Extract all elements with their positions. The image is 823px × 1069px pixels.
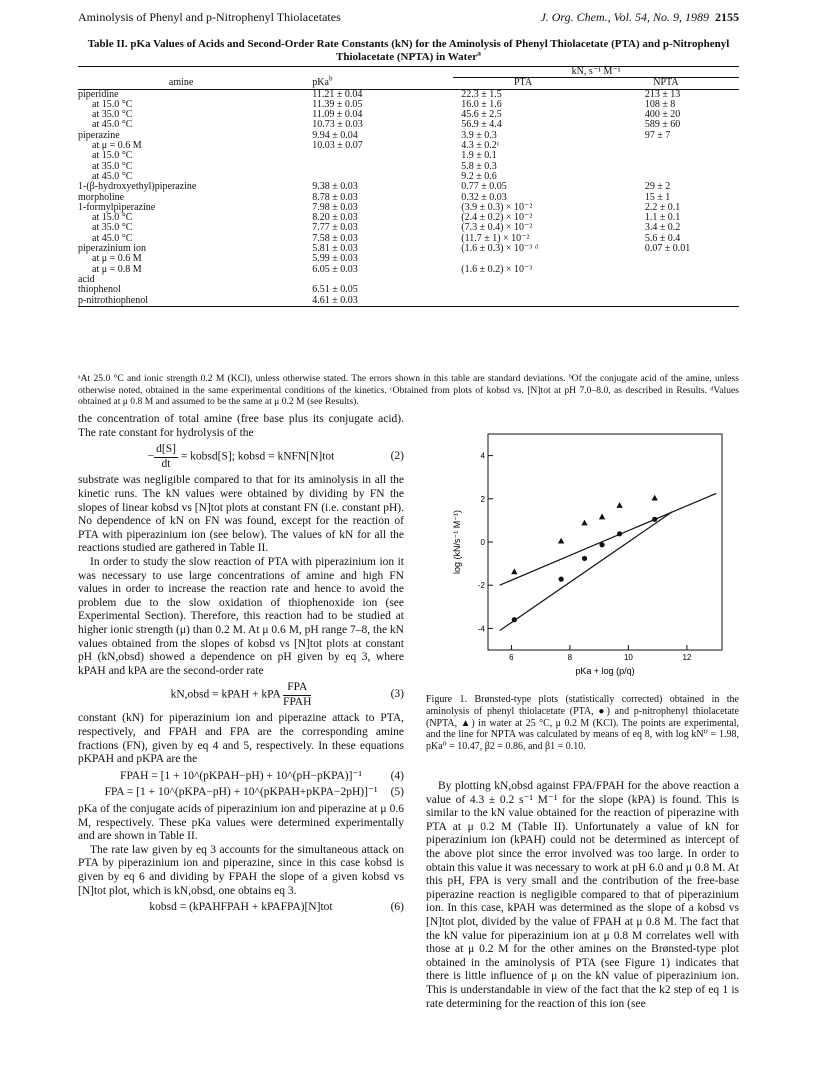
col-header-pka: [284, 74, 453, 89]
y-tick-label: -4: [477, 624, 485, 634]
cell-npta: 1.1 ± 0.1: [644, 212, 681, 224]
eq3-numerator: FPA: [283, 681, 311, 696]
col-header-pta: PTA: [513, 77, 533, 89]
point-pta: [652, 517, 657, 522]
table-row: [78, 265, 739, 275]
table-caption: [78, 38, 739, 64]
cell-npta: [593, 275, 739, 285]
cell-amine: acid: [78, 273, 95, 285]
eq2-number: (2): [390, 450, 404, 463]
cell-amine: at 15.0 °C: [92, 98, 133, 110]
cell-pka: 9.94 ± 0.04: [312, 129, 358, 141]
running-title: Aminolysis of Phenyl and p-Nitrophenyl Thiolacetates: [78, 10, 341, 24]
paragraph: In order to study the slow reaction of PTA with piperazinium ion it was necessary to use large concentrations of amine and high FN values in order to increase the reaction rate and hence to avoid the problem due to the slow oxidation of thiophenoxide ion (see Experimental Section). Therefore, this reaction had to be studied at higher ionic strength (μ) than 0.2 M. At μ 0.6 M, pH range 7–8, the kN values obtained from the slopes of kobsd vs [N]tot plots at constant pH (kN,obsd) showed a dependence on pH given by eq 3, where kPAH and kPA are the second-order rate: [78, 555, 404, 677]
cell-pta: 3.9 ± 0.3: [461, 129, 497, 141]
table-row: [78, 296, 739, 307]
point-npta: [599, 514, 605, 520]
cell-pka: [284, 162, 453, 172]
cell-npta: 213 ± 13: [644, 88, 681, 100]
cell-amine: at 35.0 °C: [92, 222, 133, 234]
table-row: [78, 89, 739, 100]
figure-caption: Figure 1. Brønsted-type plots (statistically corrected) obtained in the aminolysis of phenyl thiolacetate (PTA, ●) and p-nitrophenyl thiolacetate (NPTA, ▲) in water at 25 °C, μ 0.2 M (KCl). The points are experimental, and the line for NPTA was calculated by means of eq 8, with log kN⁰ = 1.98, pKa⁰ = 10.47, β2 = 0.86, and β1 = 0.10.: [426, 694, 739, 753]
x-axis-label: pKa + log (p/q): [575, 666, 635, 676]
cell-npta: [593, 254, 739, 264]
page-number: 2155: [715, 10, 739, 24]
cell-pta: 1.9 ± 0.1: [461, 150, 497, 162]
cell-pka: [284, 275, 453, 285]
table-row: [78, 234, 739, 244]
table-row: [78, 203, 739, 213]
equation-5: [78, 786, 404, 800]
table-row: [78, 244, 739, 254]
cell-pka: 7.98 ± 0.03: [312, 201, 358, 213]
cell-amine: at 15.0 °C: [92, 150, 133, 162]
cell-amine: at 35.0 °C: [92, 109, 133, 121]
cell-pta: 0.77 ± 0.05: [461, 181, 507, 193]
col-header-amine: amine: [168, 76, 194, 88]
cell-pka: 10.03 ± 0.07: [312, 140, 363, 152]
table-row: [78, 182, 739, 192]
group-header-kn: kN, s⁻¹ M⁻¹: [453, 67, 739, 78]
point-pta: [599, 542, 604, 547]
table-row: [78, 254, 739, 264]
table-row: [78, 110, 739, 120]
cell-amine: at μ = 0.6 M: [92, 140, 142, 152]
x-tick-label: 8: [567, 653, 573, 662]
col-header-pka-note: b: [328, 74, 333, 83]
cell-pka: 5.81 ± 0.03: [312, 243, 358, 255]
plot-border: [488, 434, 722, 650]
data-points: [511, 495, 658, 623]
cell-npta: [593, 296, 739, 307]
y-tick-label: 0: [480, 538, 485, 547]
cell-amine: p-nitrothiophenol: [78, 294, 148, 306]
eq4-number: (4): [390, 769, 404, 782]
table-header-row: [78, 78, 739, 89]
right-column: [426, 780, 739, 1011]
equation-6: [78, 901, 404, 915]
cell-amine: piperidine: [78, 88, 119, 100]
cell-pka: 4.61 ± 0.03: [312, 294, 358, 306]
y-tick-label: 4: [480, 451, 485, 461]
col-header-npta: NPTA: [653, 77, 679, 89]
eq5-number: (5): [390, 786, 404, 799]
table-footnotes: ᵃAt 25.0 °C and ionic strength 0.2 M (KCl), unless otherwise stated. The errors shown in this table are standard deviations. ᵇOf the conjugate acid of the amine, unless otherwise noted, obtained in the same experimental conditions of the kinetics. ᶜObtained from plots of kobsd vs. [N]tot at pH 7.0–8.0, as described in Results. ᵈValues obtained at μ 0.8 M and assumed to be the same at μ 0.2 M (see Results).: [78, 373, 739, 407]
plot-frame: [488, 434, 722, 650]
citation-text: J. Org. Chem., Vol. 54, No. 9, 1989: [540, 10, 709, 24]
cell-pta: (7.3 ± 0.4) × 10⁻²: [461, 222, 533, 234]
point-pta: [617, 531, 622, 536]
cell-pta: 56.9 ± 4.4: [461, 119, 502, 131]
cell-pta: 9.2 ± 0.6: [461, 170, 497, 182]
cell-pta: 4.3 ± 0.2ᶜ: [461, 140, 500, 152]
cell-npta: 589 ± 60: [644, 119, 681, 131]
bronsted-plot: [430, 420, 735, 690]
cell-pka: 11.39 ± 0.05: [312, 98, 363, 110]
cell-pta: (3.9 ± 0.3) × 10⁻²: [461, 201, 533, 213]
cell-pka: [284, 151, 453, 161]
cell-pka: 8.20 ± 0.03: [312, 212, 358, 224]
cell-amine: at 45.0 °C: [92, 170, 133, 182]
cell-pka: 11.09 ± 0.04: [312, 109, 363, 121]
table-row: [78, 120, 739, 130]
table-row: [78, 193, 739, 203]
eq4-text: FPAH = [1 + 10^(pKPAH−pH) + 10^(pH−pKPA)]⁻¹: [120, 769, 362, 782]
eq2-denominator: dt: [161, 457, 171, 470]
eq3-lhs: kN,obsd = kPAH + kPA: [170, 689, 281, 702]
cell-amine: 1-(β-hydroxyethyl)piperazine: [78, 181, 197, 193]
journal-citation: [540, 10, 739, 25]
eq5-text: FPA = [1 + 10^(pKPA−pH) + 10^(pKPAH+pKPA−2pH)]⁻¹: [104, 786, 378, 799]
point-npta: [616, 502, 622, 508]
cell-pka: 7.58 ± 0.03: [312, 232, 358, 244]
cell-npta: 2.2 ± 0.1: [644, 201, 681, 213]
paragraph: substrate was negligible compared to that for its aminolysis in all the kinetic runs. The kN values were obtained by dividing by FN the slopes of linear kobsd vs [N]tot plots at constant FN (i.e. constant pH). No dependence of kN on FN was found, except for the reaction of PTA with piperazinium ion (see below). The values of kN for all the reactions studied are gathered in Table II.: [78, 474, 404, 555]
cell-pta: (1.6 ± 0.3) × 10⁻³ ᵈ: [461, 243, 538, 255]
eq6-number: (6): [390, 901, 404, 914]
cell-amine: thiophenol: [78, 284, 121, 296]
cell-pta: [453, 296, 593, 307]
point-npta: [511, 568, 517, 574]
cell-pka: 11.21 ± 0.04: [312, 88, 363, 100]
cell-amine: at μ = 0.6 M: [92, 253, 142, 265]
table-row: [78, 275, 739, 285]
table-caption-note: a: [477, 48, 481, 58]
cell-npta: 0.07 ± 0.01: [644, 243, 691, 255]
cell-pka: 6.05 ± 0.03: [312, 263, 358, 275]
table-row: [78, 213, 739, 223]
cell-npta: 400 ± 20: [644, 109, 681, 121]
equation-2: − $\frac{d[S]}{dt}$ = kobsd[S]; kobsd = kNFN[N]tot (2): [147, 443, 404, 470]
cell-npta: [593, 151, 739, 161]
cell-pta: 5.8 ± 0.3: [461, 160, 497, 172]
x-tick-label: 12: [682, 653, 692, 662]
cell-npta: 108 ± 8: [644, 98, 676, 110]
table-row: [78, 131, 739, 141]
cell-npta: [593, 265, 739, 275]
cell-pta: [453, 285, 593, 295]
cell-pka: 9.38 ± 0.03: [312, 181, 358, 193]
table-row: [78, 162, 739, 172]
y-axis-label: log (kN/s⁻¹ M⁻¹): [452, 510, 462, 574]
cell-pta: (11.7 ± 1) × 10⁻²: [461, 232, 530, 244]
point-pta: [512, 617, 517, 622]
cell-pta: 45.6 ± 2.5: [461, 109, 502, 121]
table-row: [78, 151, 739, 161]
cell-pta: [453, 275, 593, 285]
eq3-denominator: FPAH: [283, 695, 312, 708]
cell-npta: 15 ± 1: [644, 191, 671, 203]
cell-amine: at 35.0 °C: [92, 160, 133, 172]
table-row: [78, 223, 739, 233]
cell-npta: [593, 141, 739, 151]
cell-pka: 5.99 ± 0.03: [312, 253, 358, 265]
cell-amine: morpholine: [78, 191, 125, 203]
point-npta: [581, 520, 587, 526]
point-npta: [652, 495, 658, 501]
cell-pta: (2.4 ± 0.2) × 10⁻²: [461, 212, 533, 224]
cell-pta: 0.32 ± 0.03: [461, 191, 507, 203]
cell-pka: 6.51 ± 0.05: [312, 284, 358, 296]
x-tick-label: 10: [623, 653, 633, 662]
paragraph: pKa of the conjugate acids of piperazinium ion and piperazine at μ 0.6 M, respectively. These pKa values were determined experimentally and are shown in Table II.: [78, 803, 404, 843]
eq6-text: kobsd = (kPAHFPAH + kPAFPA)[N]tot: [149, 901, 333, 914]
fit-line-pta: [500, 512, 673, 631]
table-ii: [78, 66, 739, 307]
cell-pka: 10.73 ± 0.03: [312, 119, 363, 131]
y-tick-label: 2: [480, 494, 485, 504]
cell-npta: 29 ± 2: [644, 181, 671, 193]
eq2-numerator: d[S]: [154, 443, 178, 458]
cell-pka: 7.77 ± 0.03: [312, 222, 358, 234]
eq2-rhs: = kobsd[S]; kobsd = kNFN[N]tot: [180, 450, 335, 463]
cell-npta: 3.4 ± 0.2: [644, 222, 681, 234]
cell-pta: (1.6 ± 0.2) × 10⁻³: [461, 263, 533, 275]
equation-4: [78, 770, 404, 784]
table-row: [78, 285, 739, 295]
figure-1: [430, 420, 735, 690]
fit-lines: [500, 493, 716, 630]
data-table: [78, 66, 739, 307]
paragraph: By plotting kN,obsd against FPA/FPAH for the above reaction a value of 4.3 ± 0.2 s⁻¹ M⁻¹ for the slope (kPA) is found. This is similar to the kN value obtained for the reaction of piperazine with PTA at μ 0.2 M (Table II). Unfortunately a value of kN for piperazinium ion (kPAH) could not be determined as intercept of the above plot since the error involved was too large. In order to obtain this value it was necessary to work at pH 6.0 and μ 0.8 M. At this pH, FPA is very small and the contribution of the free-base piperazine reaction is negligible compared to that of piperazinium ion. In this case, kPAH was determined as the slope of a kobsd vs [N]tot plot, divided by the value of FPAH at μ 0.8 M. The fact that the kN value for piperazinium ion at μ 0.8 M correlates well with those at μ 0.2 M for the other amines on the Brønsted-type plot obtained in the aminolysis of PTA (see Figure 1) indicates that there is little influence of μ on the kN value of piperazinium ion. This is understandable in view of the fact that the k2 step of eq 1 is rate determining for the reaction of this ion (see: [426, 780, 739, 1010]
cell-amine: 1-formylpiperazine: [78, 201, 156, 213]
table-caption-text: Table II. pKa Values of Acids and Second-Order Rate Constants (kN) for the Aminolysis of Phenyl Thiolacetate (PTA) and p-Nitrophenyl Thiolacetate (NPTA) in Water: [87, 38, 730, 63]
point-pta: [559, 577, 564, 582]
point-pta: [582, 556, 587, 561]
fit-line-npta: [500, 493, 716, 585]
table-row: [78, 100, 739, 110]
paragraph: The rate law given by eq 3 accounts for the simultaneous attack on PTA by piperazinium ion and piperazine, since in this case kobsd is given by eq 6 and dividing by FPAH the slope of a given kobsd vs [N]tot plot, which is kN,obsd, one obtains eq 3.: [78, 843, 404, 897]
eq2-fraction: [154, 443, 178, 471]
cell-pka: [284, 172, 453, 182]
eq3-number: (3): [390, 688, 404, 701]
running-header: [78, 10, 739, 26]
table-body: [78, 89, 739, 306]
cell-npta: [593, 162, 739, 172]
cell-npta: 5.6 ± 0.4: [644, 232, 681, 244]
eq3-fraction: [283, 681, 311, 709]
point-npta: [558, 538, 564, 544]
left-column: [78, 413, 404, 918]
table-row: [78, 141, 739, 151]
cell-amine: at 15.0 °C: [92, 212, 133, 224]
equation-3: [78, 681, 404, 709]
cell-amine: piperazinium ion: [78, 243, 147, 255]
col-header-pka-text: pKa: [312, 76, 329, 88]
cell-npta: [593, 285, 739, 295]
cell-pta: 22.3 ± 1.5: [461, 88, 502, 100]
cell-amine: at 45.0 °C: [92, 119, 133, 131]
y-tick-label: -2: [477, 581, 485, 591]
paragraph: the concentration of total amine (free base plus its conjugate acid). The rate constant for hydrolysis of the: [78, 413, 404, 439]
cell-npta: 97 ± 7: [644, 129, 671, 141]
cell-amine: piperazine: [78, 129, 120, 141]
x-tick-label: 6: [509, 653, 514, 662]
cell-pta: 16.0 ± 1.6: [461, 98, 502, 110]
paragraph: constant (kN) for piperazinium ion and piperazine attack to PTA, respectively, and FPAH and FPA are the corresponding amine fractions (FN), given by eq 4 and 5, respectively. In these equations pKPAH and pKPA are the: [78, 712, 404, 766]
cell-amine: at 45.0 °C: [92, 232, 133, 244]
cell-amine: at μ = 0.8 M: [92, 263, 142, 275]
cell-pka: 8.78 ± 0.03: [312, 191, 358, 203]
